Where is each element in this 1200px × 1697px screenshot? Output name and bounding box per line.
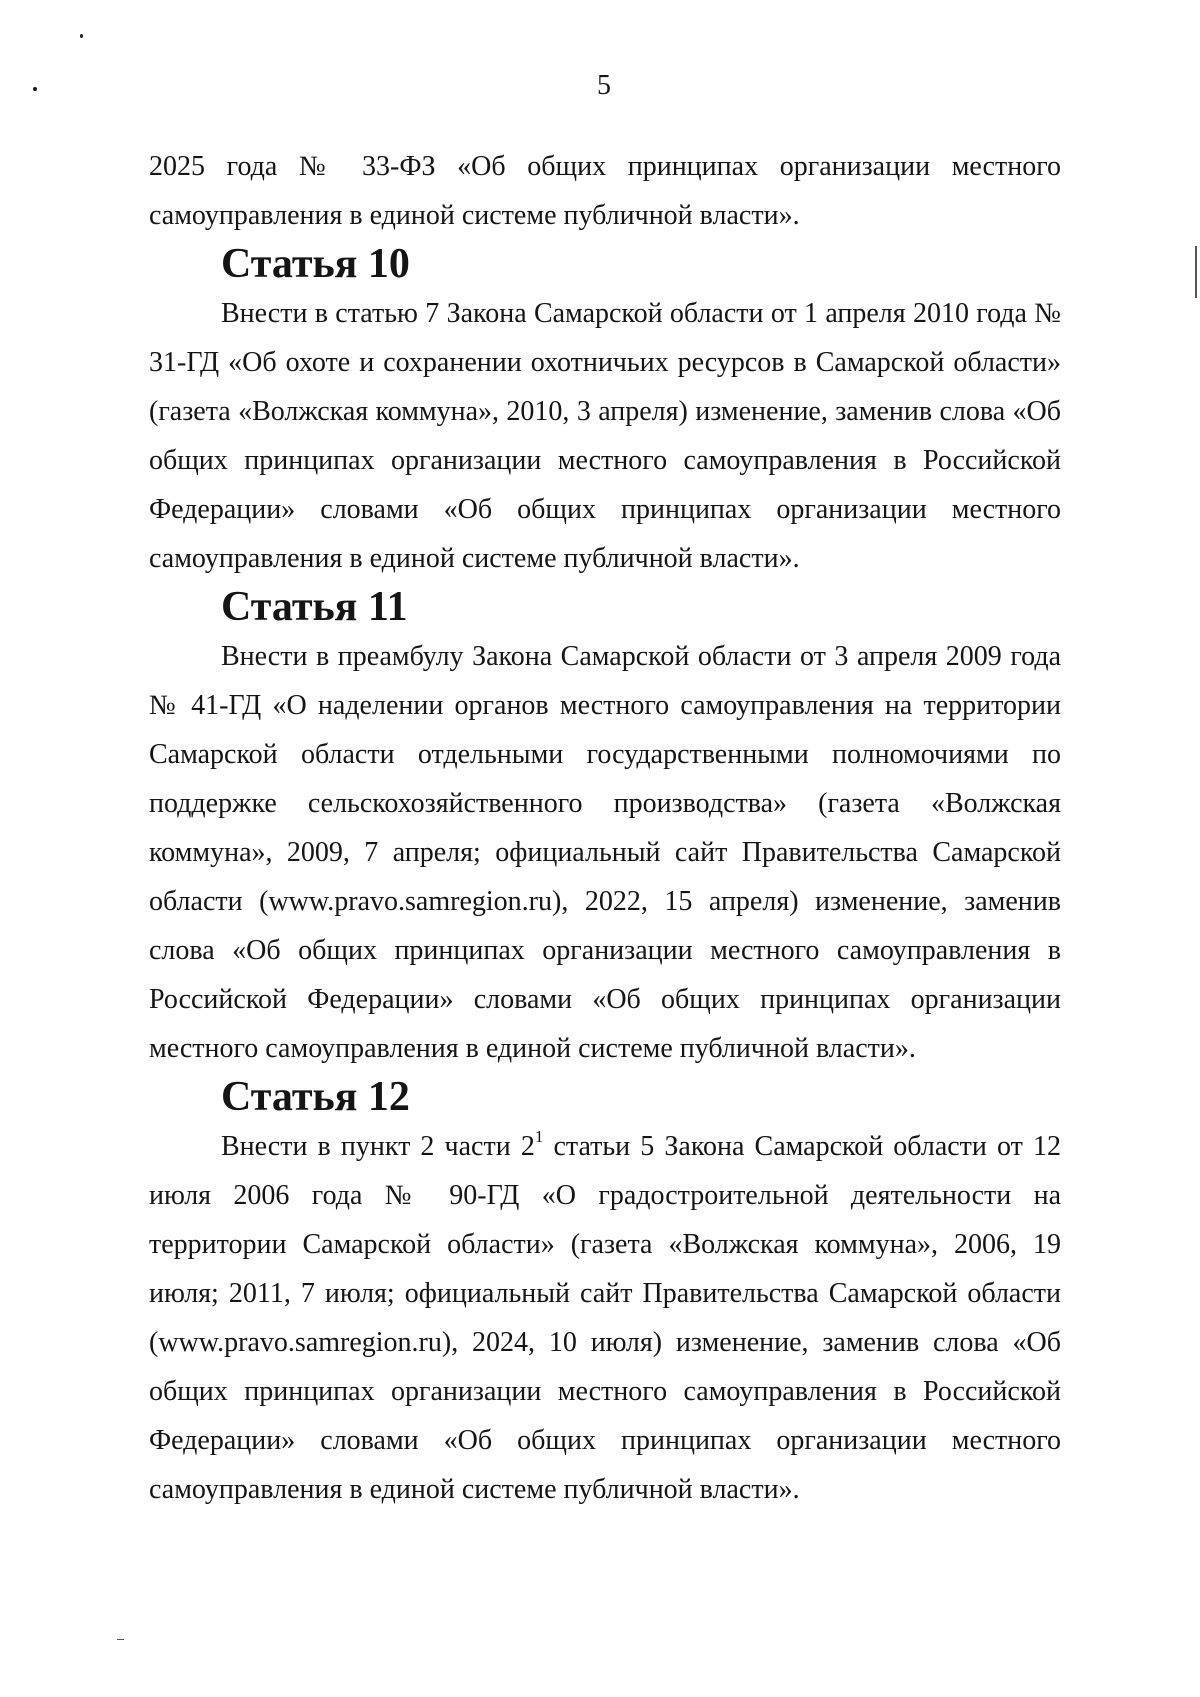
article-12-text-start: Внести в пункт 2 части 2 [221,1131,535,1162]
article-10-text: Внести в статью 7 Закона Самарской области от 1 апреля 2010 года № 31-ГД «Об охоте и сохранении охотничьих ресурсов в Самарской области» (газета «Волжская коммуна», 2010, 3 апреля) изменение, заменив слова «Об общих принципах организации местного самоуправления в Российской Федерации» словами «Об общих принципах организации местного самоуправления в единой системе публичной власти». [149,298,1061,574]
scan-edge-mark [1195,246,1197,298]
article-12-text-end: статьи 5 Закона Самарской области от 12 июля 2006 года № 90-ГД «О градостроительной деятельности на территории Самарской области» (газета «Волжская коммуна», 2006, 19 июля; 2011, 7 июля; официальный сайт Правительства Самарской области (www.pravo.samregion.ru), 2024, 10 июля) изменение, заменив слова «Об общих принципах организации местного самоуправления в Российской Федерации» словами «Об общих принципах организации местного самоуправления в единой системе публичной власти». [149,1131,1061,1505]
superscript-index: 1 [534,1126,544,1146]
article-11-text: Внести в преамбулу Закона Самарской области от 3 апреля 2009 года № 41-ГД «О наделении органов местного самоуправления на территории Самарской области отдельными государственными полномочиями по поддержке сельскохозяйственного производства» (газета «Волжская коммуна», 2009, 7 апреля; официальный сайт Правительства Самарской области (www.pravo.samregion.ru), 2022, 15 апреля) изменение, заменив слова «Об общих принципах организации местного самоуправления в Российской Федерации» словами «Об общих принципах организации местного самоуправления в единой системе публичной власти». [149,641,1061,1064]
article-12-heading: Статья 12 [221,1074,410,1120]
intro-paragraph: 2025 года № 33-ФЗ «Об общих принципах организации местного самоуправления в единой системе публичной власти». [149,151,1061,231]
article-11-heading: Статья 11 [221,584,408,630]
document-body [149,142,1061,1514]
scan-speck [117,1639,124,1640]
article-10-heading: Статья 10 [221,241,410,287]
article-12-text [149,1122,1061,1514]
scan-speck [80,34,83,38]
page-number: 5 [597,70,611,101]
